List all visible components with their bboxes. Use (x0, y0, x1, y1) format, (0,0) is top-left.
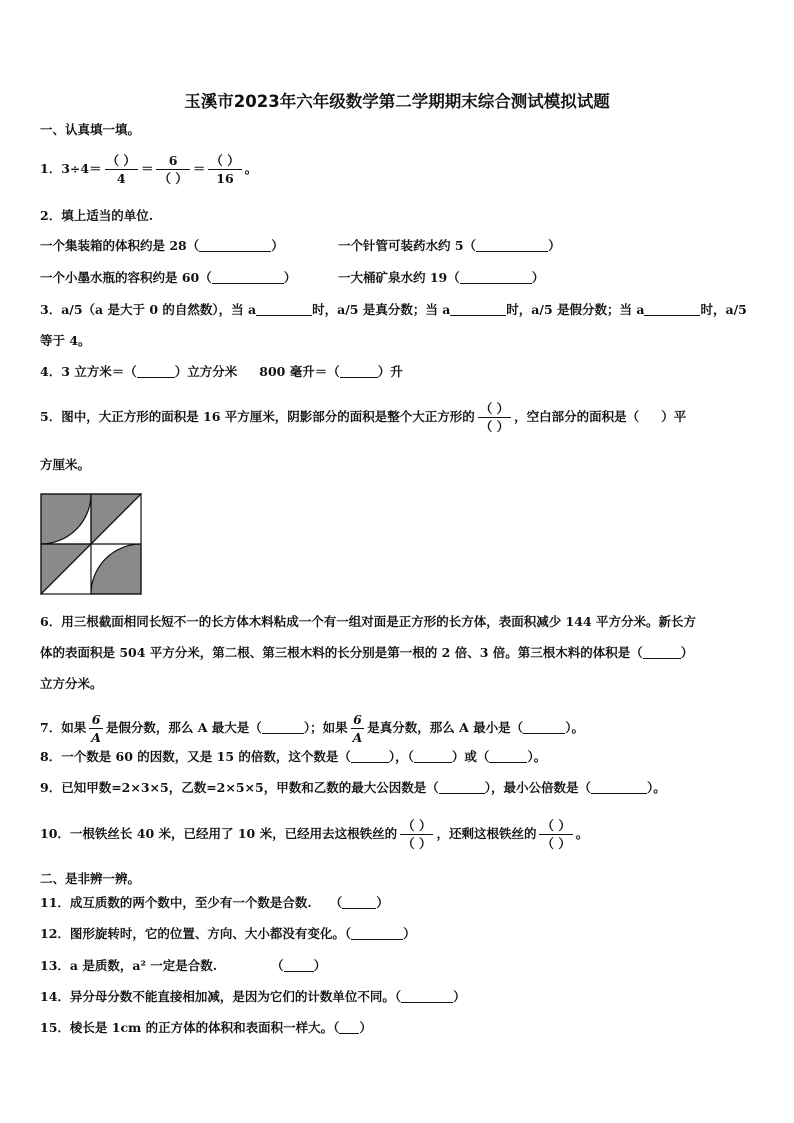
q10-denominator-2[interactable]: （ ） (541, 836, 571, 851)
q10-fraction-1 (400, 818, 433, 851)
q7-answer-1[interactable] (262, 721, 304, 734)
q13-open: （ (271, 958, 284, 973)
q1-fraction-2 (156, 153, 189, 186)
q3-answer-2[interactable] (450, 303, 506, 316)
q13-close: ） (313, 958, 327, 973)
question-2-row-1b (338, 238, 561, 254)
q6-answer[interactable] (643, 646, 681, 659)
q8-part-4: ）。 (527, 749, 547, 764)
q10-part-1: 10．一根铁丝长 40 米，已经用了 10 米，已经用去这根铁丝的 (40, 826, 398, 841)
q5-numerator[interactable]: （ ） (479, 401, 510, 416)
q7-part-1: 7．如果 (40, 720, 87, 735)
q7-fraction-2 (351, 712, 365, 745)
question-3-line-2: 等于 4。 (40, 333, 91, 348)
q1-equals-1: ＝ (140, 161, 154, 176)
q10-denominator-1[interactable]: （ ） (402, 836, 432, 851)
q1-fraction-3 (208, 153, 241, 186)
q10-numerator-2[interactable]: （ ） (541, 818, 571, 833)
question-3 (40, 302, 747, 318)
question-4 (40, 364, 403, 380)
question-13 (40, 958, 326, 974)
q7-part-4: 是真分数，那么 A 最小是（ (367, 720, 524, 735)
q4-part-3: 800 毫升＝（ (259, 364, 340, 379)
q3-part-2: 时，a/5 是真分数；当 a (312, 302, 451, 317)
section-1-heading: 一、认真填一填。 (40, 122, 141, 137)
q1-denominator-1: 4 (116, 171, 126, 186)
q7-fraction-1 (89, 712, 103, 745)
q9-part-3: ）。 (647, 780, 666, 795)
q8-part-3: ）或（ (451, 749, 490, 764)
q3-part-3: 时，a/5 是假分数；当 a (506, 302, 645, 317)
q4-part-4: ）升 (377, 364, 403, 379)
q2-answer-c[interactable] (212, 271, 284, 284)
q4-part-2: ）立方分米 (174, 364, 238, 379)
q12-close: ） (403, 926, 416, 941)
question-5 (40, 401, 686, 434)
q3-answer-1[interactable] (256, 303, 312, 316)
q5-fraction (478, 401, 511, 434)
q9-answer-2[interactable] (591, 781, 647, 794)
q1-denominator-3: 16 (216, 171, 234, 186)
q2-close-d: ） (531, 270, 545, 285)
q14-text: 14．异分母分数不能直接相加减，是因为它们的计数单位不同。（ (40, 989, 402, 1004)
q4-answer-1[interactable] (137, 365, 175, 378)
q10-part-2: ，还剩这根铁丝的 (436, 826, 537, 841)
question-10 (40, 818, 588, 851)
q12-text: 12．图形旋转时，它的位置、方向、大小都没有变化。（ (40, 926, 352, 941)
q2-close-c: ） (283, 270, 297, 285)
q2-close-a: ） (271, 238, 284, 253)
q14-close: ） (453, 989, 466, 1004)
q13-text: 13．a 是质数，a² 一定是合数. (40, 958, 218, 973)
q5-square-figure (40, 493, 142, 595)
q14-answer[interactable] (401, 990, 453, 1003)
q7-part-5: ）。 (565, 720, 584, 735)
q5-part-1: 5．图中，大正方形的面积是 16 平方厘米，阴影部分的面积是整个大正方形的 (40, 409, 475, 424)
q1-expression: 3÷4＝ (61, 161, 102, 176)
question-8 (40, 749, 546, 765)
q8-answer-1[interactable] (351, 750, 389, 763)
q13-answer[interactable] (284, 959, 314, 972)
section-2-heading: 二、是非辨一辨。 (40, 871, 141, 886)
q1-numerator-1[interactable]: （ ） (106, 153, 136, 168)
q5-denominator[interactable]: （ ） (479, 419, 510, 434)
q1-equals-2: ＝ (192, 161, 206, 176)
q7-part-3: ）；如果 (303, 720, 348, 735)
q2-answer-d[interactable] (460, 271, 532, 284)
question-5-line-2: 方厘米。 (40, 457, 91, 472)
q10-end: 。 (575, 826, 589, 841)
q1-denominator-2[interactable]: （ ） (158, 171, 188, 186)
question-2-row-1 (40, 238, 284, 254)
q1-end: 。 (244, 161, 258, 176)
question-2-row-2 (40, 270, 296, 286)
q2-answer-a[interactable] (199, 239, 271, 252)
q8-answer-2[interactable] (414, 750, 452, 763)
q1-numerator-3[interactable]: （ ） (210, 153, 240, 168)
q5-part-3: ）平 (661, 409, 687, 424)
q2-item-d: 一大桶矿泉水约 19（ (338, 270, 460, 285)
q7-answer-2[interactable] (523, 721, 565, 734)
q11-text: 11．成互质数的两个数中，至少有一个数是合数. (40, 895, 312, 910)
question-6-line-2 (40, 645, 693, 661)
q2-item-c: 一个小墨水瓶的容积约是 60（ (40, 270, 212, 285)
q11-open: （ (329, 895, 343, 910)
q7-numerator-1: 6 (89, 712, 103, 729)
q12-answer[interactable] (351, 927, 403, 940)
q8-part-2: ），（ (388, 749, 414, 764)
question-9 (40, 780, 666, 796)
q2-answer-b[interactable] (476, 239, 548, 252)
q3-part-1: 3．a/5（a 是大于 0 的自然数），当 a (40, 302, 257, 317)
q1-number: 1． (40, 161, 62, 176)
q7-part-2: 是假分数，那么 A 最大是（ (105, 720, 262, 735)
q6-part-2: ） (680, 645, 694, 660)
question-1 (40, 153, 257, 186)
q9-part-1: 9．已知甲数=2×3×5，乙数=2×5×5，甲数和乙数的最大公因数是（ (40, 780, 439, 795)
q2-item-a: 一个集装箱的体积约是 28（ (40, 238, 200, 253)
q4-answer-2[interactable] (340, 365, 378, 378)
shaded-quarter-circle-bottom-right (91, 544, 141, 594)
q15-close: ） (359, 1020, 372, 1035)
q5-part-2: ，空白部分的面积是（ (514, 409, 640, 424)
q9-answer-1[interactable] (439, 781, 485, 794)
q1-fraction-1 (105, 153, 138, 186)
q11-answer[interactable] (342, 896, 376, 909)
q11-close: ） (376, 895, 389, 910)
q1-numerator-2: 6 (156, 153, 189, 170)
q3-answer-3[interactable] (644, 303, 700, 316)
q7-numerator-2: 6 (351, 712, 365, 729)
question-7 (40, 712, 584, 745)
q7-denominator-1: A (91, 730, 101, 745)
question-14 (40, 989, 466, 1005)
q15-text: 15．棱长是 1cm 的正方体的体积和表面积一样大。（ (40, 1020, 340, 1035)
question-11 (40, 895, 389, 911)
q2-item-b: 一个针管可装药水约 5（ (338, 238, 477, 253)
q8-part-1: 8．一个数是 60 的因数，又是 15 的倍数，这个数是（ (40, 749, 351, 764)
q3-part-4: 时，a/5 (700, 302, 747, 317)
q7-denominator-2: A (352, 730, 363, 745)
q15-answer[interactable] (339, 1021, 359, 1034)
question-2-row-2b (338, 270, 544, 286)
q2-close-b: ） (548, 238, 561, 253)
q4-part-1: 4．3 立方米＝（ (40, 364, 137, 379)
question-6-line-1: 6．用三根截面相同长短不一的长方体木料粘成一个有一组对面是正方形的长方体，表面积减少 144 平方分米。新长方 (40, 614, 696, 629)
q8-answer-3[interactable] (489, 750, 527, 763)
q9-part-2: ），最小公倍数是（ (484, 780, 591, 795)
q10-numerator-1[interactable]: （ ） (402, 818, 432, 833)
question-15 (40, 1020, 372, 1036)
question-2-prompt: 2．填上适当的单位. (40, 208, 154, 223)
page-title: 玉溪市2023年六年级数学第二学期期末综合测试模拟试题 (184, 92, 610, 111)
q6-part-1: 体的表面积是 504 平方分米，第二根、第三根木料的长分别是第一根的 2 倍、3 倍。第三根木料的体积是（ (40, 645, 643, 660)
q10-fraction-2 (539, 818, 572, 851)
question-6-line-3: 立方分米。 (40, 676, 103, 691)
question-12 (40, 926, 416, 942)
shaded-quarter-circle-top-left (41, 494, 91, 544)
